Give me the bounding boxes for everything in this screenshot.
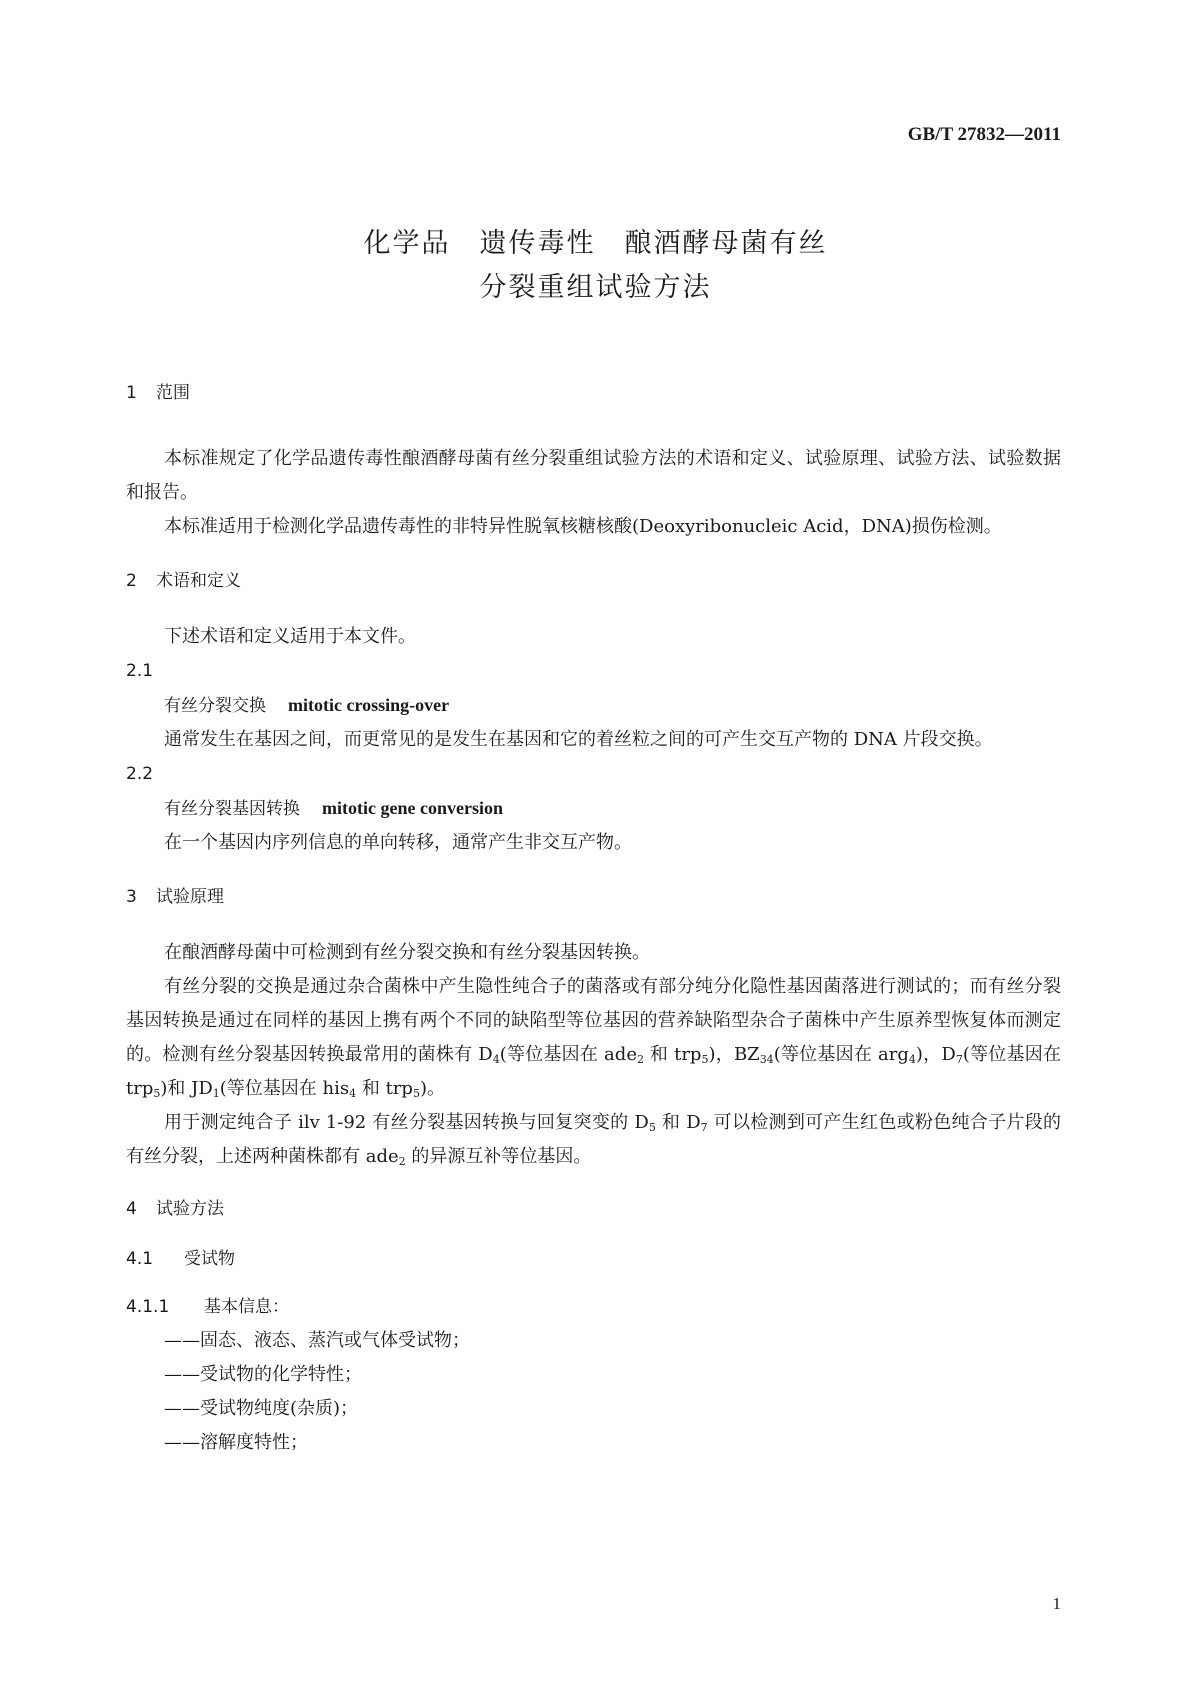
term-number: 2.1 xyxy=(126,661,154,681)
section-title: 试验原理 xyxy=(156,887,224,907)
list-item: ——溶解度特性； xyxy=(164,1432,308,1453)
document-body xyxy=(126,376,1061,1460)
section-number: 4.1.1 xyxy=(126,1297,170,1317)
list-item: ——受试物的化学特性； xyxy=(164,1364,362,1385)
section-title: 术语和定义 xyxy=(156,571,241,591)
term-zh: 有丝分裂交换 xyxy=(164,696,266,716)
section-title: 范围 xyxy=(156,383,190,403)
term-title xyxy=(126,688,1061,723)
paragraph: 有丝分裂的交换是通过杂合菌株中产生隐性纯合子的菌落或有部分纯分化隐性基因菌落进行测试的；而有丝分裂基因转换是通过在同样的基因上携有两个不同的缺陷型等位基因的营养缺陷型杂合子菌株中产生原养型恢复体而测定的。检测有丝分裂基因转换最常用的菌株有 $D_4$(等位基因在 ade$_2$ 和 trp$_5$)，$BZ_{34}$(等位基因在 arg$_4$)，$D_7$(等位基因在 trp$_5$)和 $JD_1$(等位基因在 his$_4$ 和 trp$_5$)。 xyxy=(126,976,1061,1100)
paragraph: 本标准适用于检测化学品遗传毒性的非特异性脱氧核糖核酸(Deoxyribonucleic Acid，DNA)损伤检测。 xyxy=(164,516,1002,537)
section-number: 2 xyxy=(126,571,137,591)
paragraph: 在酿酒酵母菌中可检测到有丝分裂交换和有丝分裂基因转换。 xyxy=(164,942,650,963)
standard-code: GB/T 27832—2011 xyxy=(907,124,1061,145)
document-title xyxy=(0,222,1191,310)
section-number: 4.1 xyxy=(126,1249,154,1269)
term-en: mitotic gene conversion xyxy=(322,798,503,818)
section-2-heading xyxy=(126,564,1061,598)
term-title xyxy=(126,791,1061,826)
term-zh: 有丝分裂基因转换 xyxy=(164,799,300,819)
section-4-1-heading xyxy=(126,1242,1061,1276)
paragraph: 下述术语和定义适用于本文件。 xyxy=(164,626,416,647)
section-3-heading xyxy=(126,880,1061,914)
term-en: mitotic crossing-over xyxy=(288,695,450,715)
section-number: 3 xyxy=(126,887,137,907)
section-title: 受试物 xyxy=(184,1249,235,1269)
term-number: 2.2 xyxy=(126,764,154,784)
section-title: 试验方法 xyxy=(156,1199,224,1219)
term-definition: 在一个基因内序列信息的单向转移，通常产生非交互产物。 xyxy=(164,832,632,853)
section-title: 基本信息： xyxy=(204,1297,289,1317)
paragraph: 用于测定纯合子 ilv 1-92 有丝分裂基因转换与回复突变的 $D_5$ 和 $D_7$ 可以检测到可产生红色或粉色纯合子片段的有丝分裂，上述两种菌株都有 ade$_2$ 的异源互补等位基因。 xyxy=(126,1112,1061,1168)
list-item: ——固态、液态、蒸汽或气体受试物； xyxy=(164,1330,470,1351)
term-definition: 通常发生在基因之间，而更常见的是发生在基因和它的着丝粒之间的可产生交互产物的 DNA 片段交换。 xyxy=(164,729,993,750)
list-item: ——受试物纯度(杂质)； xyxy=(164,1398,359,1419)
title-line-1: 化学品 遗传毒性 酿酒酵母菌有丝 xyxy=(363,228,828,259)
section-1-heading xyxy=(126,376,1061,410)
section-number: 1 xyxy=(126,383,137,403)
paragraph: 本标准规定了化学品遗传毒性酿酒酵母菌有丝分裂重组试验方法的术语和定义、试验原理、试验方法、试验数据和报告。 xyxy=(126,448,1061,503)
section-4-1-1-heading xyxy=(126,1290,1061,1324)
section-4-heading xyxy=(126,1192,1061,1226)
section-number: 4 xyxy=(126,1199,137,1219)
page-number: 1 xyxy=(1052,1594,1061,1613)
title-line-2: 分裂重组试验方法 xyxy=(479,272,712,303)
